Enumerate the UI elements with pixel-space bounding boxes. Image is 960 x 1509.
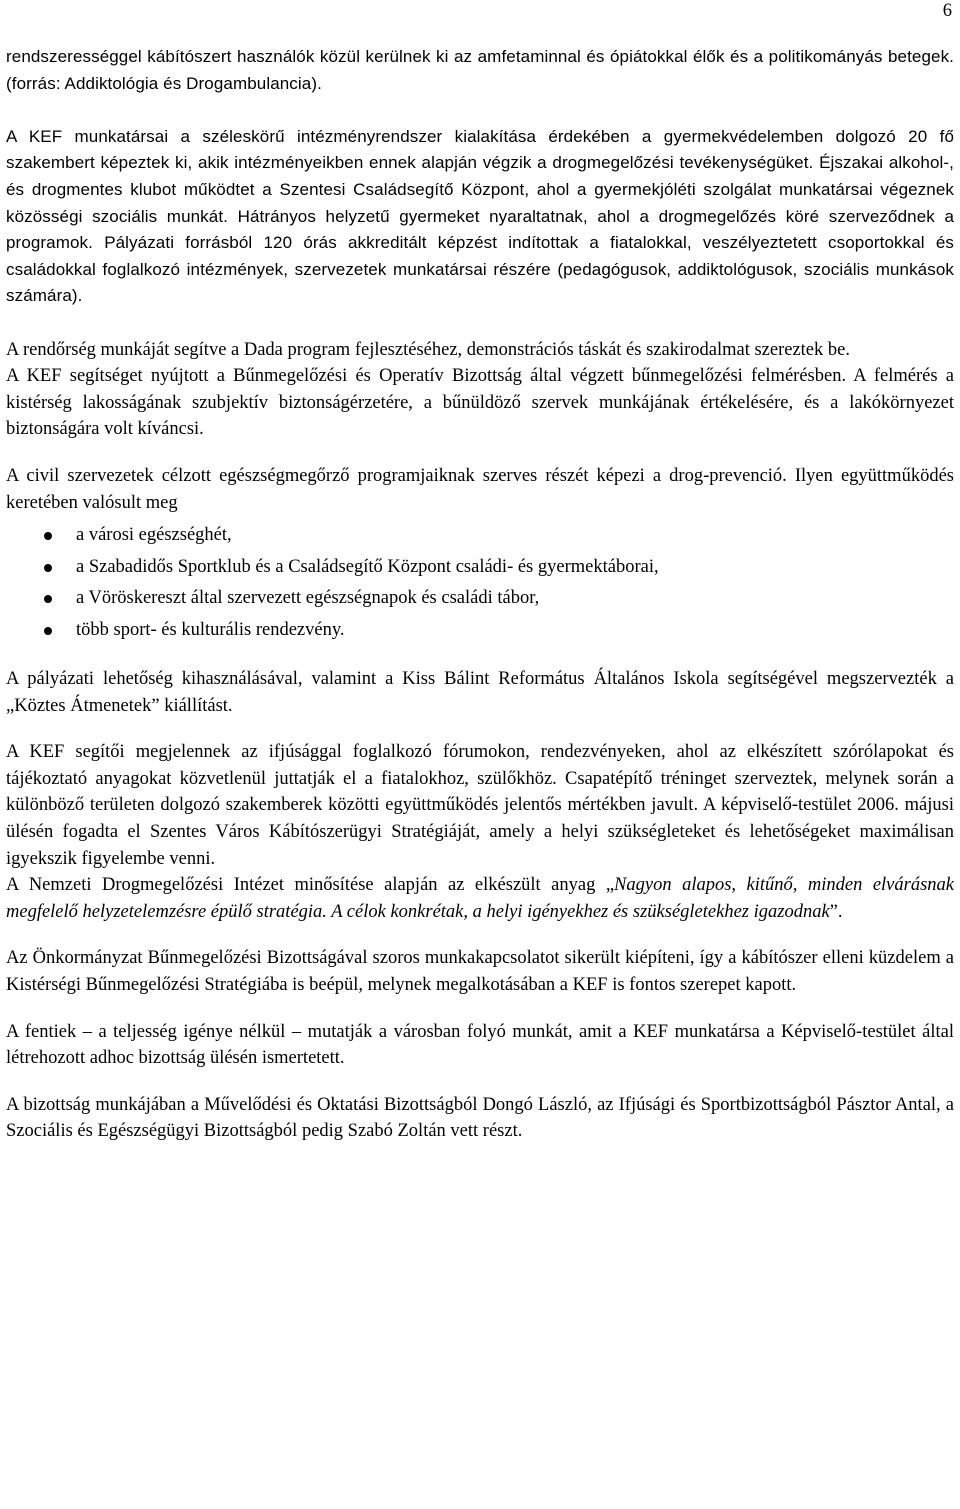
- page-number: 6: [942, 1, 952, 21]
- paragraph-evaluation-quote: Nagyon alapos, kitűnő, minden elvárásnak megfelelő helyzetelemzésre épülő stratégia. A célok konkrétak, a helyi igényekhez és szükségletekhez igazodnak: [6, 875, 955, 922]
- paragraph-summary: A fentiek – a teljesség igénye nélkül – mutatják a városban folyó munkát, amit a KEF munkatársa a Képviselő-testület által létrehozott adhoc bizottság ülésén ismertetett.: [6, 1021, 954, 1069]
- paragraph-evaluation-end: ”.: [829, 901, 843, 922]
- list-item: [6, 583, 954, 615]
- list-item: [6, 615, 954, 647]
- paragraph-kef-training: [6, 124, 954, 310]
- list-item: [6, 520, 954, 552]
- paragraph-crime-survey-a: A KEF segítséget nyújtott a Bűnmegelőzési és Operatív Bizottság által végzett bűnmegelőzési felmérésben.: [6, 366, 847, 387]
- program-list: [6, 520, 954, 646]
- bullet-icon: [44, 564, 52, 572]
- list-item-text: több sport- és kulturális rendezvény.: [76, 619, 345, 640]
- list-item-text: a városi egészséghét,: [76, 525, 232, 546]
- page-body: [6, 44, 954, 1145]
- paragraph-police: A rendőrség munkáját segítve a Dada program fejlesztéséhez, demonstrációs táskát és szakirodalmat szereztek be.: [6, 339, 850, 360]
- paragraph-crime-survey: [6, 363, 954, 443]
- paragraph-drug-users: rendszerességgel kábítószert használók közül kerülnek ki az amfetaminnal és ópiátokkal élők és a politikományás betegek. (forrás: Addiktológia és Drogambulancia).: [6, 47, 954, 93]
- paragraph-evaluation: [6, 872, 954, 925]
- paragraph-kef-training-d: Pályázati forrásból 120 órás akkreditált képzést indítottak a fiatalokkal, veszélyeztetett csoportokkal és családokkal foglalkozó intézmények, szervezetek munkatársai részére (pedagógusok, addiktológusok, szociális munkások számára).: [6, 233, 954, 306]
- paragraph-kef-training-c: Hátrányos helyzetű gyermeket nyaraltatnak, ahol a drogmegelőzés köré szerveződnek a programok.: [6, 206, 954, 253]
- paragraph-exhibition: A pályázati lehetőség kihasználásával, valamint a Kiss Bálint Református Általános Iskola segítségével megszervezték a „Köztes Átmenetek” kiállítást.: [6, 669, 954, 716]
- paragraph-civil-orgs: A civil szervezetek célzott egészségmegőrző programjaiknak szerves részét képezi a drog-prevenció. Ilyen együttműködés keretében valósult meg: [6, 465, 954, 513]
- paragraph-municipality: Az Önkormányzat Bűnmegelőzési Bizottságával szoros munkakapcsolatot sikerült kiépíteni, így a kábítószer elleni küzdelem a Kistérségi Bűnmegelőzési Stratégiába is beépül, melynek megalkotásában a KEF is fontos szerepet kapott.: [6, 948, 954, 996]
- paragraph-kef-training-b: Éjszakai alkohol-, és drogmentes klubot működtet a Szentesi Családsegítő Központ, ahol a gyermekjóléti szolgálat munkatársai végeznek közösségi szociális munkát.: [6, 153, 954, 226]
- bullet-icon: [44, 627, 52, 635]
- bullet-icon: [44, 532, 52, 540]
- paragraph-youth-forums: A KEF segítői megjelennek az ifjúsággal foglalkozó fórumokon, rendezvényeken, ahol az elkészített szórólapokat és tájékoztató anyagokat közvetlenül juttatják el a fiatalokhoz, szülőkhöz. Csapatépítő tréninget szerveztek, melynek során a különböző területen dolgozó szakemberek közötti együttműködés jelentős mértékben javult. A képviselő-testület 2006. májusi ülésén fogadta el Szentes Város Kábítószerügyi Stratégiáját, amely a helyi szükségleteket és lehetőségeket maximálisan igyekszik figyelembe venni.: [6, 742, 954, 869]
- bullet-icon: [44, 595, 52, 603]
- list-item-text: a Vöröskereszt által szervezett egészségnapok és családi tábor,: [76, 588, 540, 609]
- paragraph-committee: A bizottság munkájában a Művelődési és Oktatási Bizottságból Dongó László, az Ifjúsági és Sportbizottságból Pásztor Antal, a Szociális és Egészségügyi Bizottságból pedig Szabó Zoltán vett részt.: [6, 1094, 954, 1142]
- paragraph-crime-survey-b: A felmérés a kistérség lakosságának szubjektív biztonságérzetére, a bűnüldöző szervek munkájának értékelésére, és a lakókörnyezet biztonságára volt kíváncsi.: [6, 366, 954, 440]
- paragraph-kef-training-a: A KEF munkatársai a széleskörű intézményrendszer kialakítása érdekében a gyermekvédelemben dolgozó 20 fő szakembert képeztek ki, akik intézményeikben ennek alapján végzik a drogmegelőzési tevékenységüket.: [6, 126, 954, 173]
- list-item-text: a Szabadidős Sportklub és a Családsegítő Központ családi- és gyermektáborai,: [76, 556, 659, 577]
- list-item: [6, 552, 954, 584]
- paragraph-evaluation-start: A Nemzeti Drogmegelőzési Intézet minősítése alapján az elkészült anyag „: [6, 875, 615, 896]
